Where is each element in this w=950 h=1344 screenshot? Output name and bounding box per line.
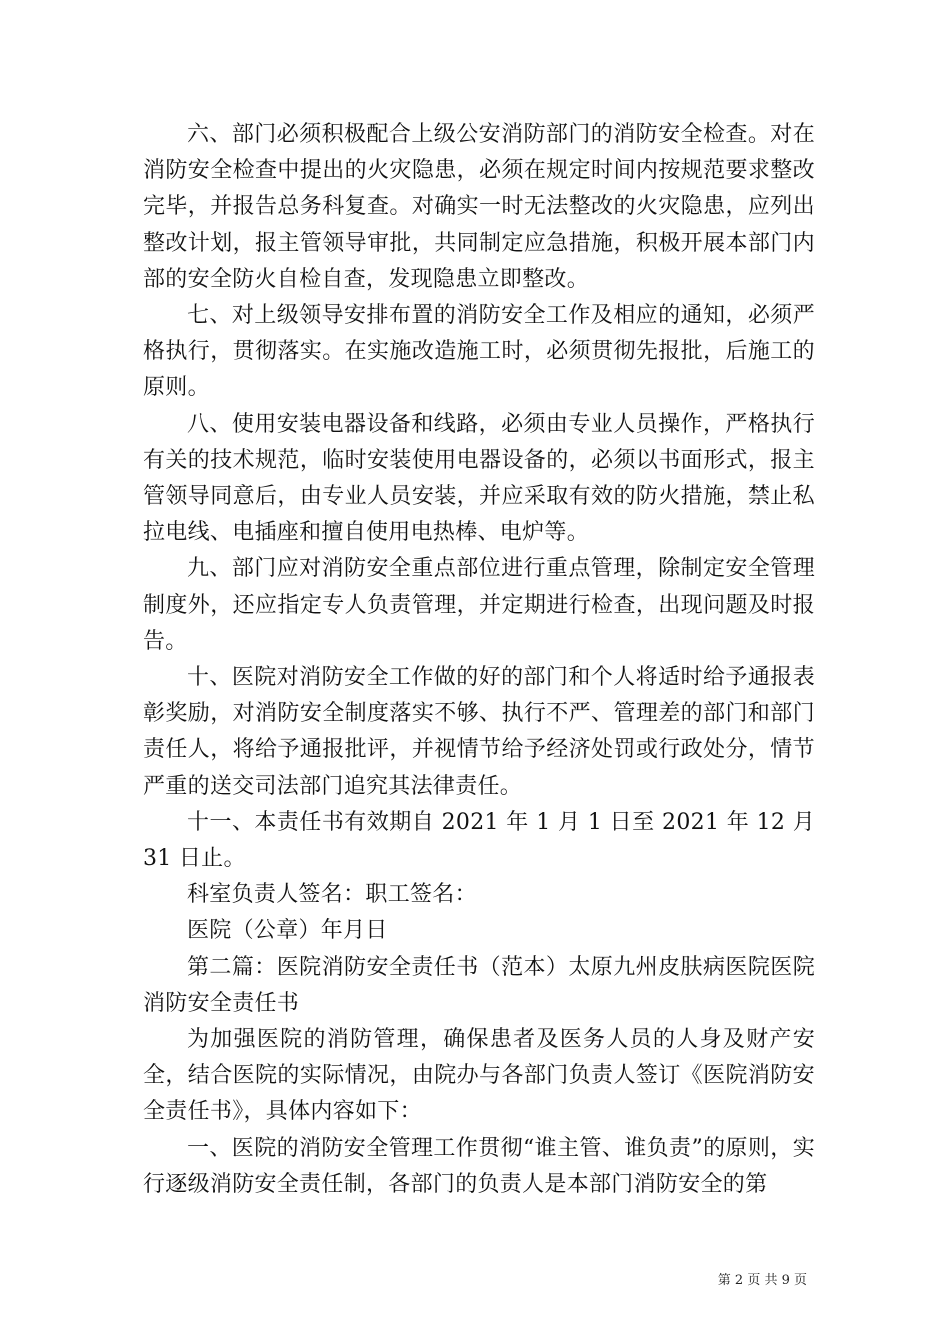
paragraph-1: 一、医院的消防安全管理工作贯彻“谁主管、谁负责”的原则，实行逐级消防安全责任制，各部门的负责人是本部门消防安全的第 <box>143 1135 815 1197</box>
seal-date-line: 医院（公章）年月日 <box>187 918 388 944</box>
paragraph-6: 六、部门必须积极配合上级公安消防部门的消防安全检查。对在消防安全检查中提出的火灾隐患，必须在规定时间内按规范要求整改完毕，并报告总务科复查。对确实一时无法整改的火灾隐患，应列出整改计划，报主管领导审批，共同制定应急措施，积极开展本部门内部的安全防火自检自查，发现隐患立即整改。 <box>143 122 815 292</box>
paragraph-8: 八、使用安装电器设备和线路，必须由专业人员操作，严格执行有关的技术规范，临时安装使用电器设备的，必须以书面形式，报主管领导同意后，由专业人员安装，并应采取有效的防火措施，禁止私拉电线、电插座和擅自使用电热棒、电炉等。 <box>143 411 815 546</box>
paragraph-7: 七、对上级领导安排布置的消防安全工作及相应的通知，必须严格执行，贯彻落实。在实施改造施工时，必须贯彻先报批，后施工的原则。 <box>143 303 815 401</box>
section-heading: 第二篇：医院消防安全责任书（范本）太原九州皮肤病医院医院消防安全责任书 <box>143 954 815 1016</box>
intro-paragraph: 为加强医院的消防管理，确保患者及医务人员的人身及财产安全，结合医院的实际情况，由院办与各部门负责人签订《医院消防安全责任书》，具体内容如下： <box>143 1027 815 1125</box>
signature-line: 科室负责人签名：职工签名： <box>187 882 477 908</box>
paragraph-9: 九、部门应对消防安全重点部位进行重点管理，除制定安全管理制度外，还应指定专人负责管理，并定期进行检查，出现问题及时报告。 <box>143 556 815 654</box>
document-body <box>143 117 815 1203</box>
page-number-label: 第 2 页 共 9 页 <box>717 1273 807 1288</box>
page-footer <box>718 1269 807 1288</box>
paragraph-10: 十、医院对消防安全工作做的好的部门和个人将适时给予通报表彰奖励，对消防安全制度落实不够、执行不严、管理差的部门和部门责任人，将给予通报批评，并视情节给予经济处罚或行政处分，情节严重的送交司法部门追究其法律责任。 <box>143 665 815 799</box>
paragraph-11: 十一、本责任书有效期自 2021 年 1 月 1 日至 2021 年 12 月 31 日止。 <box>143 809 815 872</box>
